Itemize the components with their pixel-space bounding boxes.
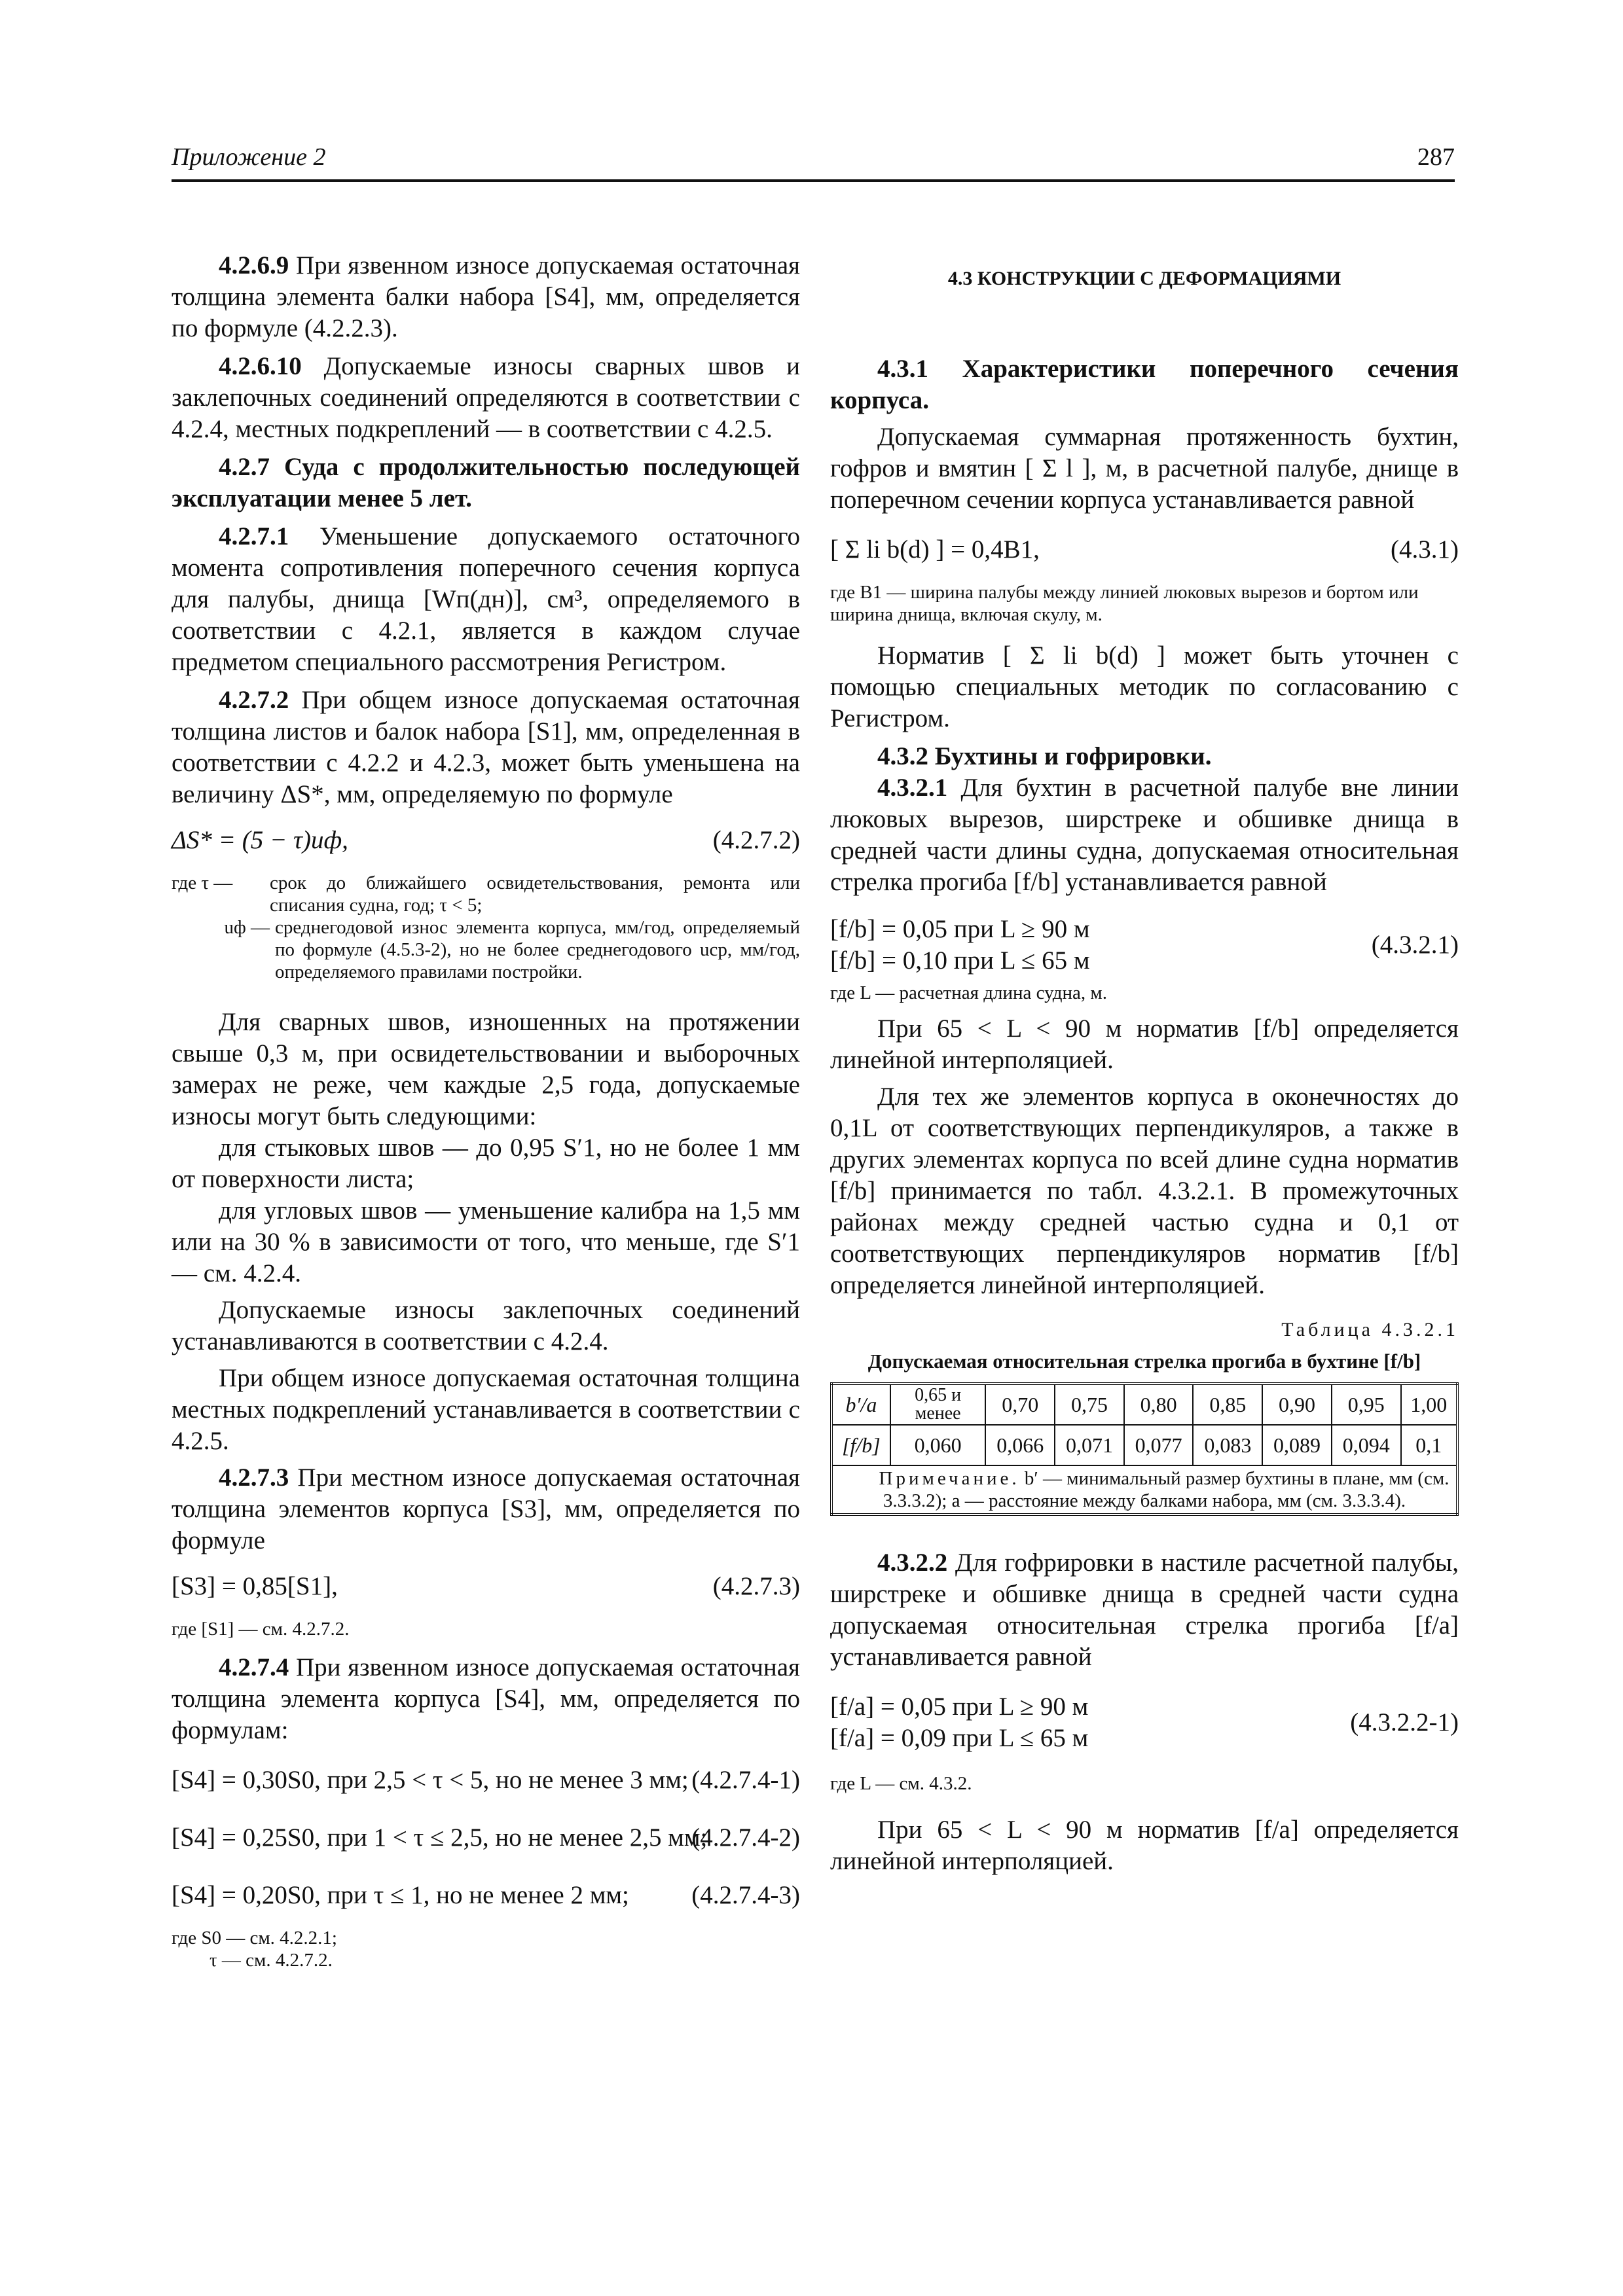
paragraph-4-2-7-4: 4.2.7.4 При язвенном износе допускаемая остаточная толщина элемента корпуса [S4], мм, определяется по формулам: bbox=[172, 1653, 800, 1744]
section-title-4-3: 4.3 КОНСТРУКЦИИ С ДЕФОРМАЦИЯМИ bbox=[947, 268, 1341, 289]
header-section-title: Приложение 2 bbox=[172, 143, 326, 171]
paragraph-4-2-6-9: 4.2.6.9 При язвенном износе допускаемая остаточная толщина элемента балки набора [S4], мм, определяется по формуле (4.2.2.3). bbox=[172, 251, 800, 342]
formula-4-3-2-1: [f/b] = 0,05 при L ≥ 90 м [f/b] = 0,10 при L ≤ 65 м (4.3.2.1) bbox=[830, 915, 1459, 975]
where-4-2-7-3: где [S1] — см. 4.2.7.2. bbox=[172, 1619, 350, 1640]
page-header bbox=[172, 143, 1455, 182]
paragraph-4-3-2-1: 4.3.2.1 Для бухтин в расчетной палубе вне линии люковых вырезов, ширстреке и обшивке днища в средней части длины судна, допускаемая относительная стрелка прогиба [f/b] устанавливается равной bbox=[830, 774, 1459, 896]
left-column bbox=[172, 250, 800, 1979]
formula-4-2-7-4-1: [S4] = 0,30S0, при 2,5 < τ < 5, но не менее 3 мм; (4.2.7.4-1) bbox=[172, 1766, 800, 1794]
table-title: Допускаемая относительная стрелка прогиба в бухтине [f/b] bbox=[867, 1350, 1421, 1372]
where-list-4-2-7-2: где τ — срок до ближайшего освидетельствования, ремонта или списания судна, год; τ < 5; uф — среднегодовой износ элемента корпуса, мм/год, определяемый по формуле (4.5.3-2), но не более среднегодового uср, мм/год, определяемого правилами постройки. bbox=[172, 872, 800, 982]
table-caption: Таблица 4.3.2.1 bbox=[1281, 1319, 1459, 1340]
paragraph-norm: Норматив [ Σ li b(d) ] может быть уточнен с помощью специальных методик по согласованию с Регистром. bbox=[830, 641, 1459, 732]
right-column bbox=[830, 250, 1459, 1877]
paragraph-rivets: Допускаемые износы заклепочных соединений устанавливаются в соответствии с 4.2.4. bbox=[172, 1296, 800, 1355]
paragraph-interpolation-1: При 65 < L < 90 м норматив [f/b] определяется линейной интерполяцией. bbox=[830, 1014, 1459, 1074]
paragraph-4-2-7-1: 4.2.7.1 Уменьшение допускаемого остаточного момента сопротивления поперечного сечения корпуса для палубы, днища [Wп(дн)], см³, определяемого в соответствии с 4.2.1, является в каждом случае предметом специального рассмотрения Регистром. bbox=[172, 522, 800, 676]
deflection-table bbox=[830, 1382, 1459, 1516]
formula-4-2-7-3: [S3] = 0,85[S1], (4.2.7.3) bbox=[172, 1572, 800, 1600]
paragraph-fillet-welds: для угловых швов — уменьшение калибра на 1,5 мм или на 30 % в зависимости от того, что меньше, где S′1 — см. 4.2.4. bbox=[172, 1196, 800, 1287]
paragraph-interpolation-2: При 65 < L < 90 м норматив [f/a] определяется линейной интерполяцией. bbox=[830, 1816, 1459, 1875]
where-4-3-1: где B1 — ширина палубы между линией люковых вырезов и бортом или ширина днища, включая скулу, м. bbox=[830, 582, 1419, 625]
paragraph-4-3-2-2: 4.3.2.2 Для гофрировки в настиле расчетной палубы, ширстреке и обшивке днища в средней части судна допускаемая относительная стрелка прогиба [f/a] устанавливается равной bbox=[830, 1549, 1459, 1671]
paragraph-4-2-7-2: 4.2.7.2 При общем износе допускаемая остаточная толщина листов и балок набора [S1], мм, определенная в соответствии с 4.2.2 и 4.2.3, может быть уменьшена на величину ΔS*, мм, определяемую по формуле bbox=[172, 686, 800, 808]
paragraph-4-2-7-3: 4.2.7.3 При местном износе допускаемая остаточная толщина элементов корпуса [S3], мм, определяется по формуле bbox=[172, 1463, 800, 1554]
paragraph-ends: Для тех же элементов корпуса в оконечностях до 0,1L от соответствующих перпендикуляров, а также в других элементах корпуса по всей длине судна норматив [f/b] принимается по табл. 4.3.2.1. В промежуточных районах между средней частью судна и 0,1 от соответствующих перпендикуляров норматив [f/b] определяется линейной интерполяцией. bbox=[830, 1083, 1459, 1299]
table-row: [f/b] 0,060 0,066 0,071 0,077 0,083 0,089 0,094 0,1 bbox=[831, 1425, 1457, 1465]
where-4-3-2-1: где L — расчетная длина судна, м. bbox=[830, 982, 1108, 1003]
paragraph-welds: Для сварных швов, изношенных на протяжении свыше 0,3 м, при освидетельствовании и выборочных замерах не реже, чем каждые 2,5 года, допускаемые износы могут быть следующими: bbox=[172, 1008, 800, 1130]
table-note-row: Примечание. b′ — минимальный размер бухтины в плане, мм (см. 3.3.3.2); a — расстояние между балками набора, мм (см. 3.3.3.4). bbox=[831, 1465, 1457, 1515]
formula-4-3-1: [ Σ li b(d) ] = 0,4B1, (4.3.1) bbox=[830, 535, 1459, 564]
heading-4-3-1: 4.3.1 Характеристики поперечного сечения корпуса. bbox=[830, 355, 1459, 414]
paragraph-4-2-6-10: 4.2.6.10 Допускаемые износы сварных швов и заклепочных соединений определяются в соответствии с 4.2.4, местных подкреплений — в соответствии с 4.2.5. bbox=[172, 352, 800, 443]
formula-4-2-7-4-3: [S4] = 0,20S0, при τ ≤ 1, но не менее 2 мм; (4.2.7.4-3) bbox=[172, 1881, 800, 1909]
heading-4-3-2: 4.3.2 Бухтины и гофрировки. bbox=[877, 742, 1212, 770]
paragraph-butt-welds: для стыковых швов — до 0,95 S′1, но не более 1 мм от поверхности листа; bbox=[172, 1134, 800, 1193]
paragraph-local: При общем износе допускаемая остаточная толщина местных подкреплений устанавливается в соответствии с 4.2.5. bbox=[172, 1364, 800, 1455]
table-row: b′/a 0,65 и менее 0,70 0,75 0,80 0,85 0,90 0,95 1,00 bbox=[831, 1384, 1457, 1425]
formula-4-2-7-4-2: [S4] = 0,25S0, при 1 < τ ≤ 2,5, но не менее 2,5 мм; (4.2.7.4-2) bbox=[172, 1823, 800, 1852]
heading-4-2-7: 4.2.7 Суда с продолжительностью последующей эксплуатации менее 5 лет. bbox=[172, 453, 800, 512]
page-number: 287 bbox=[1417, 143, 1455, 171]
paragraph-4-3-1: Допускаемая суммарная протяженность бухтин, гофров и вмятин [ Σ l ], м, в расчетной палубе, днище в поперечном сечении корпуса устанавливается равной bbox=[830, 423, 1459, 514]
formula-4-3-2-2: [f/a] = 0,05 при L ≥ 90 м [f/a] = 0,09 при L ≤ 65 м (4.3.2.2-1) bbox=[830, 1693, 1459, 1752]
where-4-3-2-2: где L — см. 4.3.2. bbox=[830, 1773, 972, 1794]
where-4-2-7-4: где S0 — см. 4.2.2.1; τ — см. 4.2.7.2. bbox=[172, 1928, 337, 1971]
formula-4-2-7-2: ΔS* = (5 − τ)uф, (4.2.7.2) bbox=[172, 826, 800, 854]
